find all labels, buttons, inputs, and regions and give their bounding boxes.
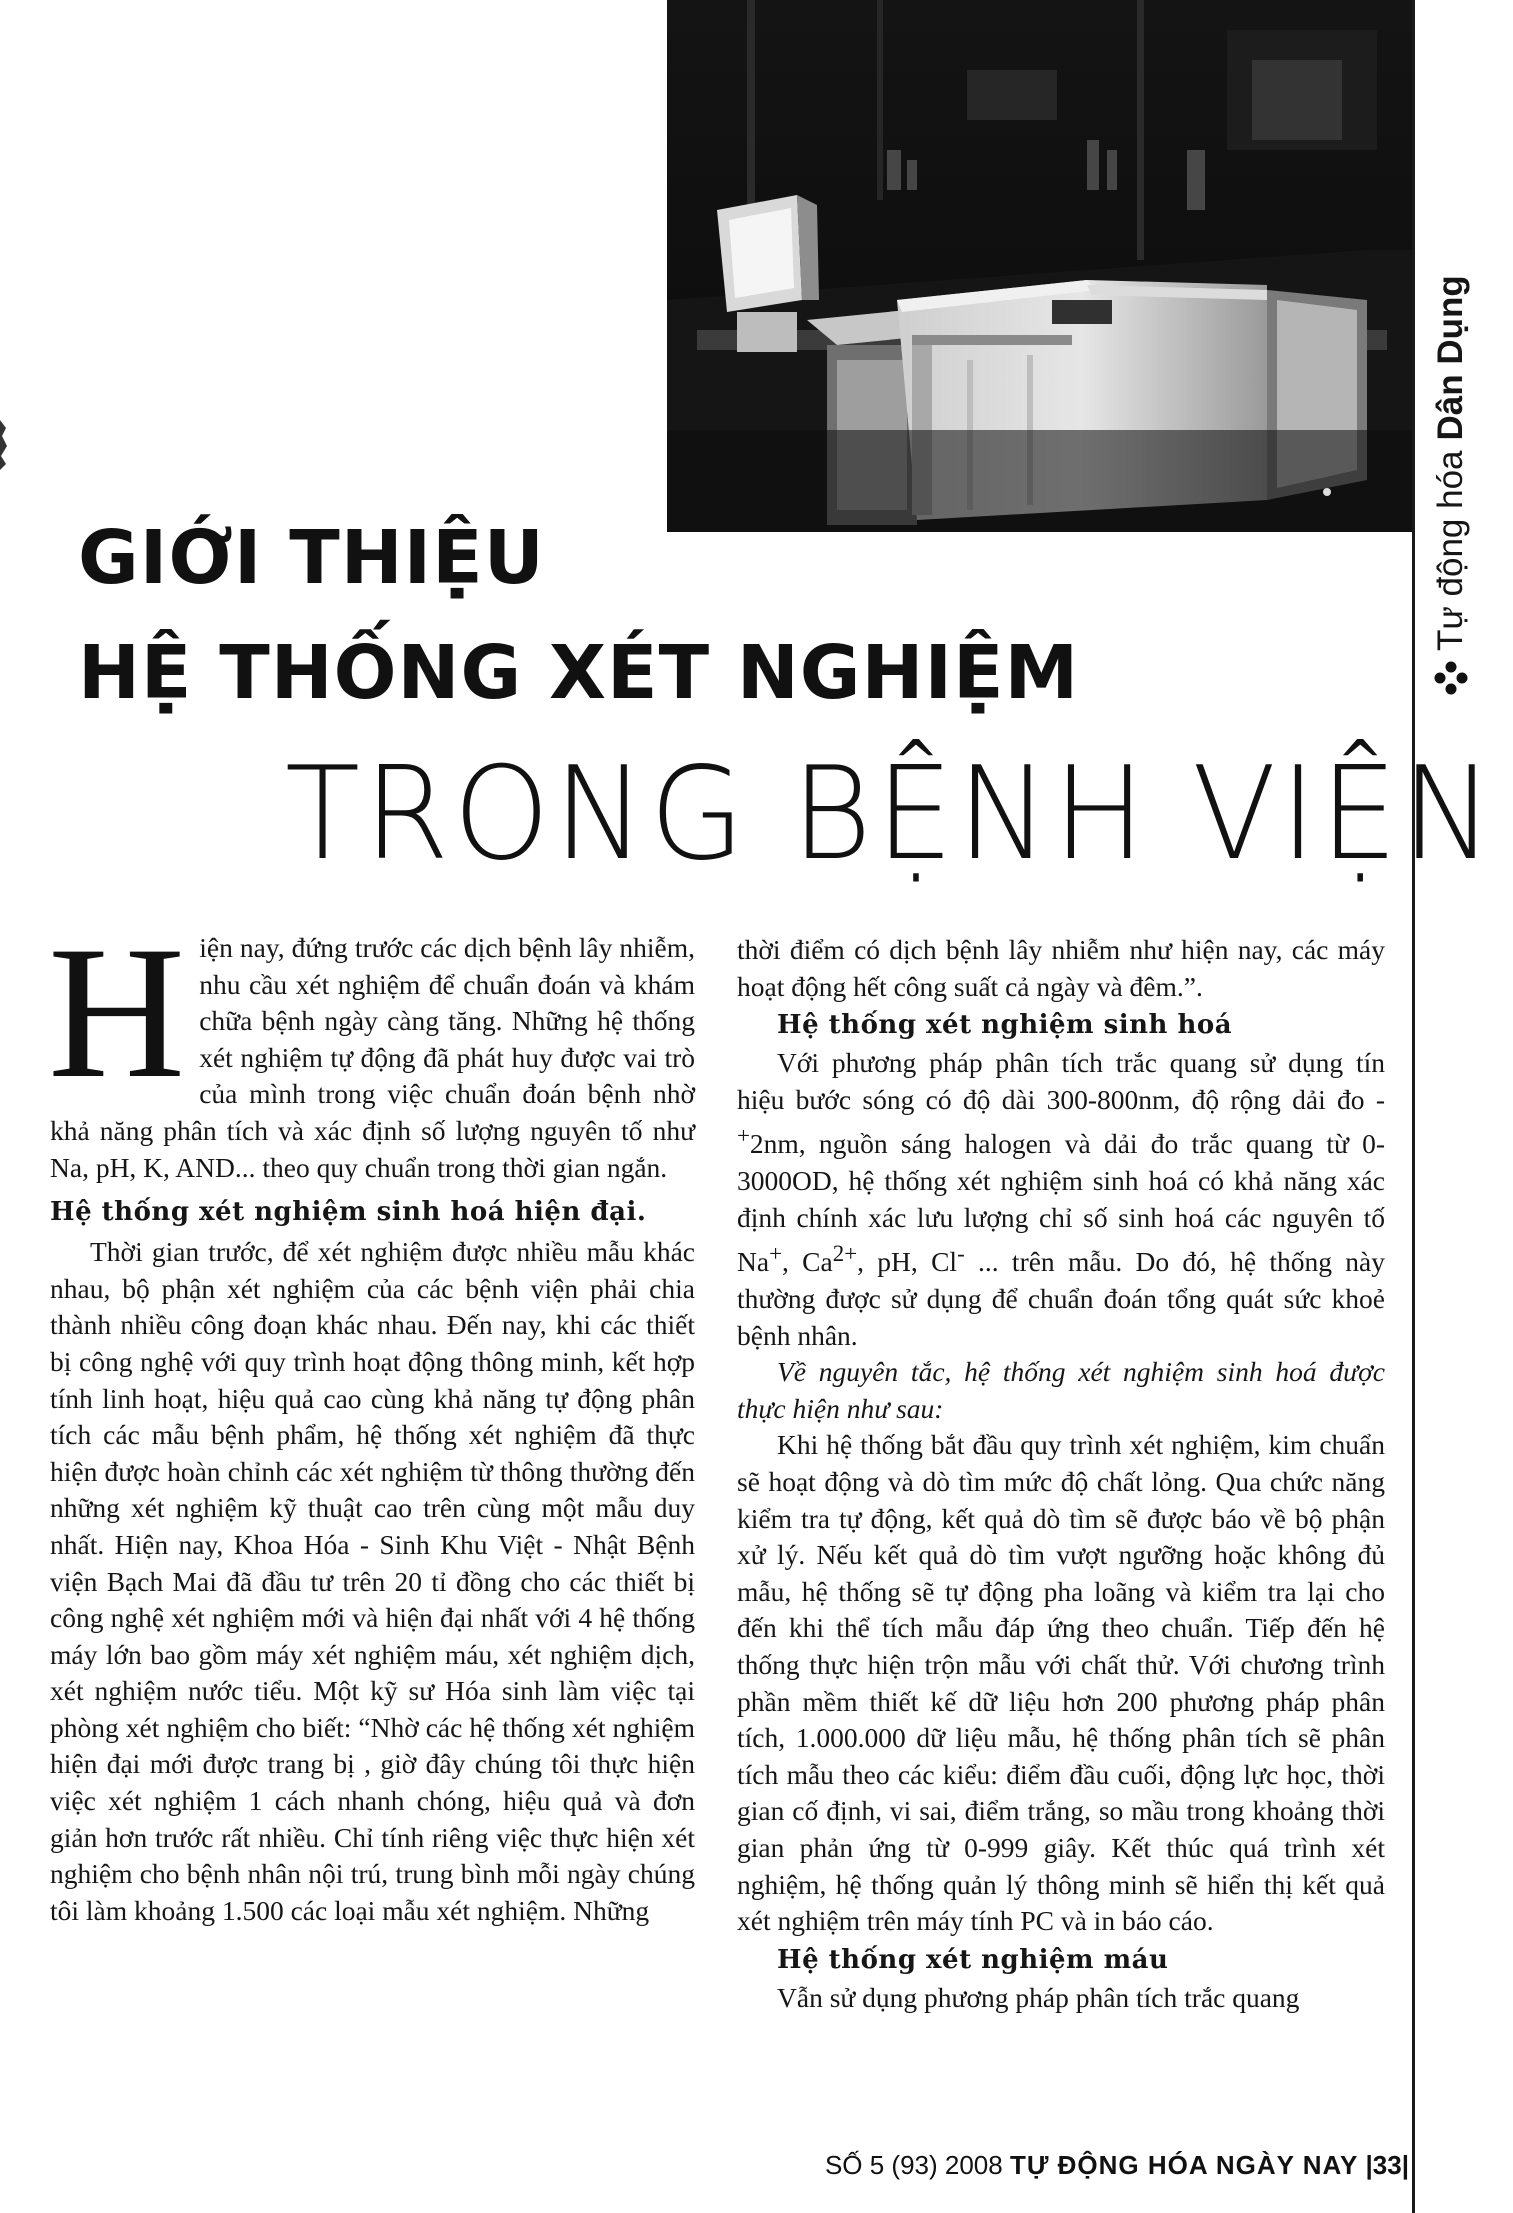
title-line-2: HỆ THỐNG XÉT NGHIỆM [78,630,1080,716]
article-column-right [737,932,1385,2016]
binding-edge-mark [0,420,8,470]
intro-paragraph [48,908,695,1186]
page-footer [825,2150,1409,2181]
paragraph-1-continued: thời điểm có dịch bệnh lây nhiễm như hiện nay, các máy hoạt động hết công suất cả ngày và đêm.”. [737,934,1385,1002]
section-tag-prefix: Tự động hóa [1431,450,1470,651]
section-tag [1418,150,1484,695]
right-column-rule [1412,0,1415,2213]
subheading-modern-biochem: Hệ thống xét nghiệm sinh hoá hiện đại. [50,1197,647,1228]
issue-label: SỐ 5 (93) 2008 [824,2150,1003,2180]
paragraph-1: Thời gian trước, để xét nghiệm được nhiều mẫu khác nhau, bộ phận xét nghiệm của các bệnh viện phải chia thành nhiều công đoạn khác nhau. Đến nay, khi các thiết bị công nghệ với quy trình hoạt động thông minh, kết hợp tính linh hoạt, hiệu quả cao cùng khả năng tự động phân tích các mẫu bệnh phẩm, hệ thống xét nghiệm đã thực hiện được hoàn chỉnh các xét nghiệm từ thông thường đến những xét nghiệm kỹ thuật cao trên cùng một mẫu duy nhất. Hiện nay, Khoa Hóa - Sinh Khu Việt - Nhật Bệnh viện Bạch Mai đã đầu tư trên 20 tỉ đồng cho các thiết bị công nghệ xét nghiệm mới và hiện đại nhất với 4 hệ thống máy lớn bao gồm máy xét nghiệm máu, xét nghiệm dịch, xét nghiệm nước tiểu. Một kỹ sư Hóa sinh làm việc tại phòng xét nghiệm cho biết: “Nhờ các hệ thống xét nghiệm hiện đại mới được trang bị , giờ đây chúng tôi thực hiện việc xét nghiệm 1 cách nhanh chóng, hiệu quả và đơn giản hơn trước rất nhiều. Chỉ tính riêng việc thực hiện xét nghiệm cho bệnh nhân nội trú, trung bình mỗi ngày chúng tôi làm khoảng 1.500 các loại mẫu xét nghiệm. Những [50,1236,695,1926]
page-number: |33| [1365,2150,1409,2180]
lab-equipment-photo [667,0,1412,532]
section-tag-bold: Dân Dụng [1431,275,1470,441]
paragraph-4: Vẫn sử dụng phương pháp phân tích trắc quang [777,1981,1300,2013]
publication-name: TỰ ĐỘNG HÓA NGÀY NAY [1009,2150,1359,2180]
article-column-left [48,908,695,1929]
subheading-biochem: Hệ thống xét nghiệm sinh hoá [777,1010,1233,1041]
paragraph-2: Với phương pháp phân tích trắc quang sử dụng tín hiệu bước sóng có độ dài 300-800nm, độ rộng dải đo -+2nm, nguồn sáng halogen và dải đo trắc quang từ 0-3000OD, hệ thống xét nghiệm sinh hoá có khả năng xác định chính xác lưu lượng chỉ số sinh hoá các nguyên tố Na+, $Ca^{2+}$, pH, Cl- ... trên mẫu. Do đó, hệ thống này thường được sử dụng để chuẩn đoán tổng quát sức khoẻ bệnh nhân. [737,1047,1385,1351]
subheading-blood: Hệ thống xét nghiệm máu [777,1944,1169,1975]
title-line-3: TRONG BỆNH VIỆN [285,740,1498,889]
title-line-1: GIỚI THIỆU [78,515,545,601]
diamond-bullet-icon [1434,661,1468,695]
drop-cap: H [48,908,186,1118]
intro-text: iện nay, đứng trước các dịch bệnh lây nhiễm, nhu cầu xét nghiệm để chuẩn đoán và khám chữa bệnh ngày càng tăng. Những hệ thống xét nghiệm tự động đã phát huy được vai trò của mình trong việc chuẩn đoán bệnh nhờ khả năng phân tích và xác định số lượng nguyên tố như Na, pH, K, AND... theo quy chuẩn trong thời gian ngắn. [50,932,695,1183]
principle-paragraph: Về nguyên tắc, hệ thống xét nghiệm sinh hoá được thực hiện như sau: [737,1356,1385,1424]
paragraph-3: Khi hệ thống bắt đầu quy trình xét nghiệm, kim chuẩn sẽ hoạt động và dò tìm mức độ chất lỏng. Qua chức năng kiểm tra tự động, kết quả dò tìm sẽ được báo về bộ phận xử lý. Nếu kết quả dò tìm vượt ngưỡng hoặc không đủ mẫu, hệ thống sẽ tự động pha loãng và kiểm tra lại cho đến khi thể tích mẫu đáp ứng theo chuẩn. Tiếp đến hệ thống thực hiện trộn mẫu với chất thử. Với chương trình phần mềm thiết kế dữ liệu hơn 200 phương pháp phân tích, 1.000.000 dữ liệu mẫu, hệ thống phân tích sẽ phân tích mẫu theo các kiểu: điểm đầu cuối, động lực học, thời gian cố định, vi sai, điểm trắng, so mầu trong khoảng thời gian phản ứng từ 0-999 giây. Kết thúc quá trình xét nghiệm, hệ thống quản lý thông minh sẽ hiển thị kết quả xét nghiệm trên máy tính PC và in báo cáo. [737,1429,1385,1937]
